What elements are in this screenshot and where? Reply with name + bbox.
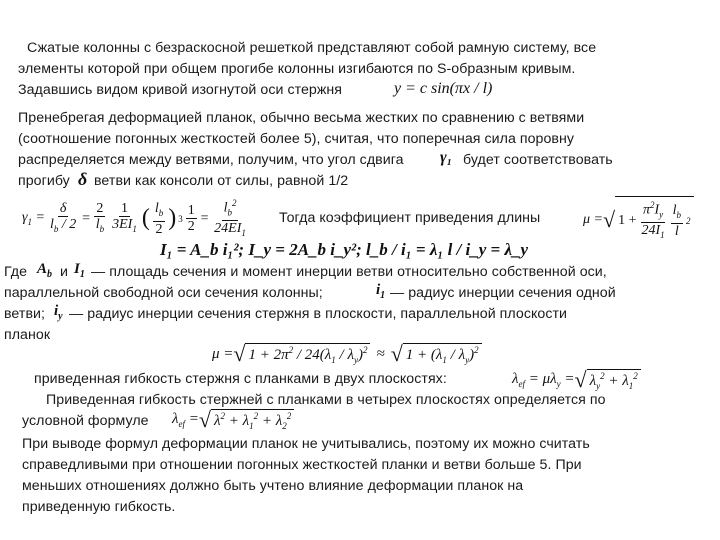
text-line-6a: распределяется между ветвями, получим, что угол сдвига: [18, 152, 404, 168]
text-line-9c: — площадь сечения и момент инерции ветви относительно собственной оси,: [91, 264, 607, 280]
text-line-19: приведенную гибкость.: [22, 499, 176, 515]
formula-shear-angle: $\gamma_1$ = $\frac{\delta}{l_b / 2}$ = $\frac{2}{l_b}$ $\frac{1}{3EI_1}$ ( $\frac{l_b}{2}$ ) 3 $\frac{1}{2}$ = $\frac{l_b^2}{24EI_1}$: [22, 196, 249, 241]
text-line-2: элементы которой при общем прогибе колонны изгибаются по S-образным кривым.: [18, 61, 576, 77]
text-line-8: Тогда коэффициент приведения длины: [279, 210, 541, 226]
frac-lb-2: $\frac{l_b}{2}$: [154, 200, 164, 237]
formula-mu-simplified: μ = √ $1 + 2\pi^2 / 24(\lambda_1 / \lambda_y)^2$ ≈ √ $1 + (\lambda_1 / \lambda_y)^2$: [212, 341, 482, 367]
text-line-11b: — радиус инерции сечения стержня в плоскости, параллельной плоскости: [69, 306, 567, 322]
frac-delta-lb: $\frac{\delta}{l_b / 2}$: [49, 200, 77, 234]
frac-2-lb: $\frac{2}{l_b}$: [95, 200, 105, 234]
frac-1-2: $\frac{1}{2}$: [187, 203, 195, 235]
text-line-15: условной формуле: [22, 413, 149, 429]
formula-lambda-ef-four: $\lambda_{ef}$ = √ $\lambda^2 + \lambda_1^2 + \lambda_2^2$: [172, 407, 294, 433]
frac-1-3EI: $\frac{1}{3EI_1}$: [112, 200, 137, 234]
symbol-I1: $I_1$: [74, 261, 85, 280]
shear-angle-lhs: $\gamma_1$ =: [22, 210, 45, 228]
text-line-10b: — радиус инерции сечения одной: [390, 285, 616, 301]
text-line-1: Сжатые колонны с безраскосной решеткой представляют собой рамную систему, все: [27, 40, 597, 56]
symbol-delta: δ: [78, 169, 88, 189]
text-line-7b: ветви как консоли от силы, равной 1/2: [94, 173, 349, 189]
text-line-7a: прогибу: [18, 173, 70, 189]
text-line-6b: будет соответствовать: [463, 152, 613, 168]
text-line-5: (соотношение погонных жесткостей более 5), считая, что поперечная сила поровну: [18, 131, 575, 147]
symbol-Ab: $A_b$: [37, 261, 53, 280]
frac-lb2-24EI: $\frac{l_b^2}{24EI_1}$: [214, 198, 246, 239]
text-line-17: справедливыми при отношении погонных жесткостей планки и ветви больше 5. При: [22, 457, 582, 473]
symbol-i1: $i_1$: [376, 282, 386, 301]
formula-mu-full: μ = √ 1 + $\frac{\pi^2I_y}{24I_1}$ $\frac{l_b}{l}$ 2: [583, 196, 694, 243]
formula-curve: y = c sin(πx / l): [394, 80, 493, 97]
text-line-9a: Где: [4, 264, 28, 280]
formula-lambda-ef-two: $\lambda_{ef} = \mu\lambda_y$ = √ $\lambda_y^2 + \lambda_1^2$: [512, 367, 641, 393]
formula-relations: I₁ = A_b i₁²; I_y = 2A_b i_y²; l_b / i₁ = λ₁ l / i_y = λ_y: [160, 240, 529, 259]
text-line-18: меньших отношениях должно быть учтено влияние деформации планок на: [22, 478, 524, 494]
text-line-12: планок: [4, 327, 51, 343]
text-line-11a: ветви;: [4, 306, 45, 322]
text-line-16: При выводе формул деформации планок не учитывались, поэтому их можно считать: [22, 436, 590, 452]
text-line-10a: параллельной свободной оси сечения колонны;: [4, 285, 323, 301]
text-line-9b: и: [60, 264, 68, 280]
text-line-3: Задавшись видом кривой изогнутой оси стержня: [18, 82, 343, 98]
text-line-13: приведенная гибкость стержня с планками в двух плоскостях:: [34, 371, 447, 387]
text-line-14: Приведенная гибкость стержней с планками в четырех плоскостях определяется по: [46, 392, 606, 408]
symbol-iy: $i_y$: [54, 303, 63, 322]
text-line-4: Пренебрегая деформацией планок, обычно весьма жестких по сравнению с ветвями: [18, 110, 585, 126]
symbol-gamma1: γ₁: [440, 149, 453, 166]
